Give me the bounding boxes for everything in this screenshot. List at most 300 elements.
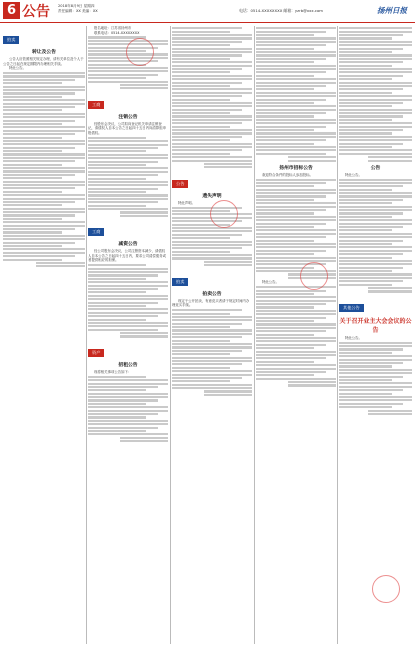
text-line xyxy=(88,416,146,418)
text-line xyxy=(3,191,62,193)
text-line xyxy=(172,88,252,90)
notice-title: 关于召开业主大会会议的公告 xyxy=(339,317,412,334)
text-line xyxy=(172,241,252,243)
text-line xyxy=(368,160,412,162)
text-line xyxy=(339,82,412,84)
text-line xyxy=(256,219,336,221)
text-line xyxy=(3,245,62,247)
text-line xyxy=(339,372,412,374)
column-divider xyxy=(254,26,255,644)
text-line xyxy=(3,238,85,240)
notice-paragraph: 现定于公开拍卖，有意竞买者请于规定时间内办理竞买手续。 xyxy=(172,298,250,308)
text-line xyxy=(172,384,252,386)
text-line xyxy=(88,154,168,156)
text-line xyxy=(256,58,326,60)
text-line xyxy=(256,286,336,288)
text-line xyxy=(3,225,85,227)
text-line xyxy=(172,143,252,145)
text-line xyxy=(339,273,412,275)
text-line xyxy=(3,147,75,149)
text-line xyxy=(339,54,412,56)
text-line xyxy=(172,360,252,362)
text-line xyxy=(339,406,392,408)
text-line xyxy=(3,221,85,223)
text-line xyxy=(339,202,392,204)
text-line xyxy=(172,65,252,67)
text-line xyxy=(339,182,412,184)
text-line xyxy=(256,330,326,332)
text-line xyxy=(172,363,242,365)
text-line xyxy=(256,293,314,295)
text-line xyxy=(339,219,412,221)
category-tag: 工商 xyxy=(88,228,104,236)
text-line xyxy=(36,265,85,267)
text-line xyxy=(88,188,158,190)
column-1 xyxy=(3,26,85,644)
text-line xyxy=(3,218,62,220)
text-line xyxy=(172,160,252,162)
text-line xyxy=(256,357,326,359)
text-line xyxy=(88,423,168,425)
text-line xyxy=(88,181,168,183)
text-line xyxy=(172,247,242,249)
text-line xyxy=(172,257,252,259)
column-divider xyxy=(337,26,338,644)
text-line xyxy=(204,264,252,266)
notice-title: 公告 xyxy=(370,165,381,171)
text-line xyxy=(172,132,252,134)
text-line xyxy=(288,160,336,162)
text-line xyxy=(339,209,412,211)
notice-paragraph: 特此公告。 xyxy=(9,66,26,71)
column-3 xyxy=(172,26,252,644)
notice-paragraph: 特此声明。 xyxy=(178,200,195,205)
text-line xyxy=(339,129,403,131)
text-line xyxy=(88,198,168,200)
text-line xyxy=(172,71,230,73)
text-line xyxy=(88,161,158,163)
text-line xyxy=(88,285,168,287)
text-line xyxy=(339,109,412,111)
text-line xyxy=(172,367,230,369)
text-line xyxy=(339,345,412,347)
notice-paragraph: 特此公告。 xyxy=(345,172,362,177)
text-line xyxy=(256,233,336,235)
text-line xyxy=(88,291,146,293)
text-line xyxy=(339,389,403,391)
text-line xyxy=(3,177,62,179)
notice-paragraph: 特此公告。 xyxy=(262,280,279,285)
text-line xyxy=(3,252,85,254)
text-line xyxy=(172,34,252,36)
text-line xyxy=(256,109,336,111)
text-line xyxy=(339,382,412,384)
notice-block xyxy=(339,27,412,161)
text-line xyxy=(88,329,158,331)
text-line xyxy=(288,381,336,383)
text-line xyxy=(172,136,242,138)
page-number: 6 xyxy=(3,2,20,19)
text-line xyxy=(256,54,336,56)
text-line xyxy=(256,250,326,252)
newspaper-brand: 扬州日报 xyxy=(377,6,407,15)
text-line xyxy=(256,212,314,214)
text-line xyxy=(288,156,336,158)
text-line xyxy=(256,240,314,242)
text-line xyxy=(339,263,412,265)
text-line xyxy=(172,227,252,229)
text-line xyxy=(120,87,168,89)
text-line xyxy=(256,126,326,128)
text-line xyxy=(256,44,326,46)
text-line xyxy=(256,364,336,366)
text-line xyxy=(88,205,146,207)
text-line xyxy=(339,250,412,252)
text-line xyxy=(88,208,168,210)
text-line xyxy=(172,122,242,124)
text-line xyxy=(88,319,146,321)
text-line xyxy=(256,85,326,87)
text-line xyxy=(3,174,75,176)
text-line xyxy=(3,79,75,81)
date-line: 2018年8月9日 星期四 xyxy=(58,4,95,8)
text-line xyxy=(172,254,252,256)
text-line xyxy=(88,278,146,280)
text-line xyxy=(256,185,314,187)
notice-block xyxy=(88,339,168,442)
text-line xyxy=(339,71,412,73)
notice-paragraph: 报名地址：江苏省扬州市 xyxy=(94,26,132,30)
text-line xyxy=(88,184,168,186)
text-line xyxy=(3,113,85,115)
text-line xyxy=(339,95,412,97)
text-line xyxy=(88,191,146,193)
text-line xyxy=(172,85,230,87)
text-line xyxy=(88,430,146,432)
text-line xyxy=(88,389,146,391)
text-line xyxy=(339,369,412,371)
notice-paragraph: 欢迎符合条件的投标人参加投标。 xyxy=(262,172,313,177)
text-line xyxy=(339,149,412,151)
text-line xyxy=(256,216,336,218)
text-line xyxy=(339,216,392,218)
text-line xyxy=(339,153,412,155)
text-line xyxy=(339,132,392,134)
text-line xyxy=(256,202,336,204)
text-line xyxy=(339,212,403,214)
text-line xyxy=(339,99,412,101)
text-line xyxy=(172,319,252,321)
text-line xyxy=(88,315,158,317)
text-line xyxy=(88,406,168,408)
text-line xyxy=(88,274,158,276)
text-line xyxy=(172,102,252,104)
text-line xyxy=(256,48,314,50)
text-line xyxy=(120,335,168,337)
notice-title: 注销公告 xyxy=(118,114,138,120)
text-line xyxy=(88,137,146,139)
text-line xyxy=(339,48,403,50)
text-line xyxy=(172,51,252,53)
text-line xyxy=(88,174,158,176)
text-line xyxy=(3,194,85,196)
text-line xyxy=(88,70,168,72)
text-line xyxy=(88,302,158,304)
text-line xyxy=(172,27,242,29)
text-line xyxy=(172,350,242,352)
text-line xyxy=(3,255,75,257)
text-line xyxy=(256,122,336,124)
text-line xyxy=(3,170,85,172)
text-line xyxy=(88,164,146,166)
text-line xyxy=(172,333,252,335)
notice-block xyxy=(3,26,85,267)
text-line xyxy=(339,284,392,286)
text-line xyxy=(120,215,168,217)
text-line xyxy=(256,189,336,191)
text-line xyxy=(339,102,403,104)
text-line xyxy=(88,308,168,310)
text-line xyxy=(88,264,146,266)
text-line xyxy=(256,68,336,70)
text-line xyxy=(172,380,230,382)
text-line xyxy=(3,198,85,200)
text-line xyxy=(256,136,336,138)
text-line xyxy=(3,96,62,98)
text-line xyxy=(339,199,403,201)
text-line xyxy=(339,376,403,378)
text-line xyxy=(88,74,158,76)
text-line xyxy=(339,226,403,228)
text-line xyxy=(3,231,62,233)
notice-block xyxy=(339,164,412,293)
text-line xyxy=(3,130,85,132)
text-line xyxy=(256,327,336,329)
text-line xyxy=(256,374,314,376)
text-line xyxy=(3,181,85,183)
notice-block xyxy=(88,218,168,337)
text-line xyxy=(204,163,252,165)
text-line xyxy=(339,85,412,87)
text-line xyxy=(339,75,403,77)
text-line xyxy=(172,48,252,50)
text-line xyxy=(3,201,75,203)
column-divider xyxy=(86,26,87,644)
text-line xyxy=(3,75,85,77)
text-line xyxy=(256,300,336,302)
text-line xyxy=(339,257,392,259)
notice-title: 拍卖公告 xyxy=(202,291,222,297)
text-line xyxy=(3,133,75,135)
text-line xyxy=(339,112,412,114)
text-line xyxy=(172,126,230,128)
text-line xyxy=(88,167,168,169)
text-line xyxy=(3,72,85,74)
text-line xyxy=(88,140,168,142)
column-4 xyxy=(256,26,336,644)
text-line xyxy=(256,206,336,208)
text-line xyxy=(172,37,252,39)
notice-block xyxy=(256,164,336,279)
text-line xyxy=(339,105,392,107)
text-line xyxy=(172,387,252,389)
text-line xyxy=(172,129,252,131)
text-line xyxy=(3,123,62,125)
text-line xyxy=(256,99,326,101)
text-line xyxy=(256,320,314,322)
category-tag: 资产 xyxy=(88,349,104,357)
text-line xyxy=(88,295,168,297)
text-line xyxy=(172,82,242,84)
text-line xyxy=(88,201,158,203)
text-line xyxy=(3,164,62,166)
text-line xyxy=(339,386,412,388)
text-line xyxy=(256,344,326,346)
text-line xyxy=(256,306,314,308)
text-line xyxy=(172,357,252,359)
text-line xyxy=(3,153,85,155)
text-line xyxy=(256,347,314,349)
text-line xyxy=(172,346,252,348)
text-line xyxy=(256,361,314,363)
contact-line: 电话：0514-XXXXXXXX 邮箱：yzrb@xxx.com xyxy=(239,8,323,13)
text-line xyxy=(3,89,85,91)
text-line xyxy=(256,31,326,33)
text-line xyxy=(339,185,403,187)
text-line xyxy=(120,437,168,439)
text-line xyxy=(88,386,158,388)
text-line xyxy=(88,281,168,283)
text-line xyxy=(256,236,326,238)
text-line xyxy=(339,189,392,191)
text-line xyxy=(256,115,314,117)
text-line xyxy=(256,179,336,181)
page-header xyxy=(0,0,415,23)
text-line xyxy=(339,58,412,60)
text-line xyxy=(88,77,146,79)
text-line xyxy=(256,139,326,141)
text-line xyxy=(339,253,403,255)
text-line xyxy=(88,298,168,300)
text-line xyxy=(3,167,85,169)
text-line xyxy=(172,251,230,253)
text-line xyxy=(88,433,168,435)
text-line xyxy=(172,41,242,43)
text-line xyxy=(88,396,168,398)
text-line xyxy=(172,323,242,325)
text-line xyxy=(368,290,412,292)
text-line xyxy=(339,352,392,354)
text-line xyxy=(172,156,252,158)
text-line xyxy=(339,240,403,242)
text-line xyxy=(256,354,336,356)
text-line xyxy=(339,143,403,145)
text-line xyxy=(339,229,392,231)
text-line xyxy=(172,329,252,331)
section-title: 公告 xyxy=(22,4,50,20)
text-line xyxy=(120,332,168,334)
text-line xyxy=(256,226,314,228)
text-line xyxy=(339,399,412,401)
text-line xyxy=(3,92,75,94)
text-line xyxy=(339,44,412,46)
text-line xyxy=(339,119,392,121)
column-2 xyxy=(88,26,168,644)
text-line xyxy=(172,58,230,60)
text-line xyxy=(339,146,392,148)
text-line xyxy=(172,374,252,376)
text-line xyxy=(339,139,412,141)
text-line xyxy=(339,92,392,94)
text-line xyxy=(339,206,412,208)
text-line xyxy=(256,246,336,248)
text-line xyxy=(88,67,168,69)
text-line xyxy=(339,277,412,279)
text-line xyxy=(3,116,85,118)
text-line xyxy=(256,257,336,259)
text-line xyxy=(256,378,336,380)
notice-paragraph: 现将相关事项公告如下： xyxy=(94,369,132,374)
text-line xyxy=(288,384,336,386)
text-line xyxy=(36,262,85,264)
text-line xyxy=(172,309,242,311)
text-line xyxy=(172,139,230,141)
text-line xyxy=(256,337,336,339)
text-line xyxy=(339,37,392,39)
text-line xyxy=(339,246,412,248)
text-line xyxy=(88,312,168,314)
text-line xyxy=(204,261,252,263)
text-line xyxy=(88,427,158,429)
text-line xyxy=(88,413,158,415)
text-line xyxy=(172,54,242,56)
text-line xyxy=(256,51,336,53)
text-line xyxy=(172,370,252,372)
text-line xyxy=(339,280,403,282)
text-line xyxy=(172,119,252,121)
text-line xyxy=(3,137,62,139)
editor-line: 责任编辑：XX 美编：XX xyxy=(58,9,98,13)
text-line xyxy=(3,150,62,152)
text-line xyxy=(339,355,412,357)
text-line xyxy=(3,214,75,216)
notice-paragraph: 经公司股东会决议，公司注册资本减少，请债权人自本公告之日起四十五日内，要求公司清偿债务或者提供相应的担保。 xyxy=(88,249,166,263)
text-line xyxy=(172,237,230,239)
text-line xyxy=(339,365,392,367)
text-line xyxy=(256,317,326,319)
text-line xyxy=(172,149,242,151)
notice-title: 减资公告 xyxy=(118,242,138,248)
text-line xyxy=(172,31,230,33)
text-line xyxy=(339,379,392,381)
text-line xyxy=(256,65,336,67)
notice-title: 扬州市招标公告 xyxy=(279,165,313,171)
text-line xyxy=(172,316,252,318)
text-line xyxy=(3,109,62,111)
text-line xyxy=(256,105,336,107)
text-line xyxy=(339,236,412,238)
text-line xyxy=(3,208,85,210)
category-tag: 工商 xyxy=(88,101,104,109)
text-line xyxy=(3,235,85,237)
text-line xyxy=(368,156,412,158)
text-line xyxy=(3,82,62,84)
text-line xyxy=(256,340,336,342)
text-line xyxy=(3,211,85,213)
text-line xyxy=(88,410,168,412)
official-seal-stamp xyxy=(126,38,154,66)
column-5 xyxy=(339,26,412,644)
